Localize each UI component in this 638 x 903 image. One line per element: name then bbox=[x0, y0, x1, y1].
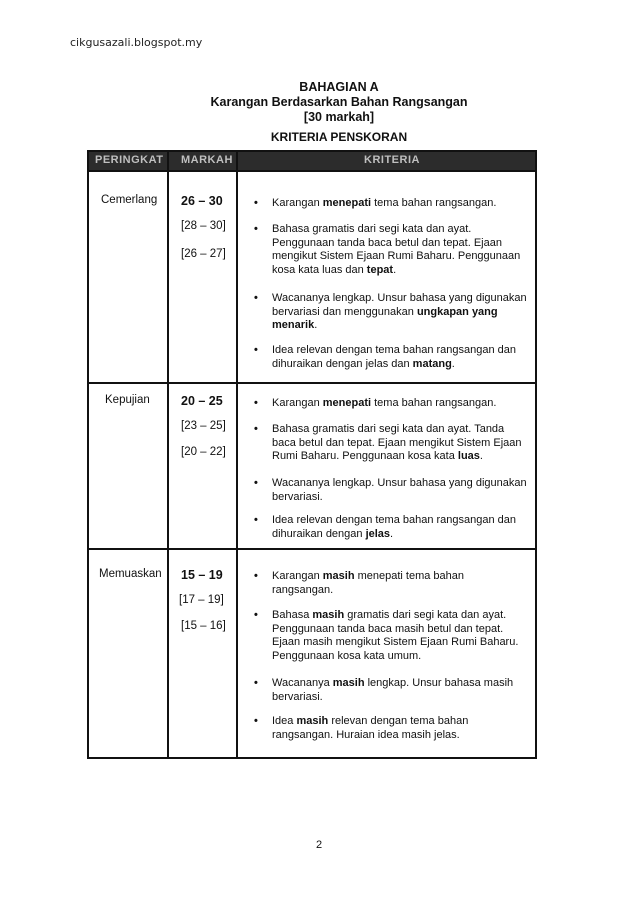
criterion-item: • Karangan menepati tema bahan rangsangan. bbox=[254, 397, 497, 409]
criterion-item: • Wacananya lengkap. Unsur bahasa yang digunakan bervariasi. bbox=[254, 477, 527, 503]
bullet-icon: • bbox=[254, 397, 258, 409]
criterion-item: • Idea relevan dengan tema bahan rangsangan dan dihuraikan dengan jelas dan matang. bbox=[254, 344, 517, 370]
bullet-icon: • bbox=[254, 292, 258, 304]
mark-subrange: [23 – 25] bbox=[181, 420, 226, 432]
bullet-icon: • bbox=[254, 423, 258, 435]
criterion-item: • Karangan menepati tema bahan rangsangan. bbox=[254, 197, 497, 209]
section-marks: [30 markah] bbox=[303, 110, 375, 124]
criterion-item: • Wacananya masih lengkap. Unsur bahasa masih bervariasi. bbox=[254, 677, 514, 703]
grade-label: Cemerlang bbox=[101, 194, 158, 206]
table-row bbox=[89, 172, 535, 382]
table-header bbox=[89, 152, 535, 172]
grade-label: Memuaskan bbox=[99, 568, 162, 580]
criterion-item: • Wacananya lengkap. Unsur bahasa yang digunakan bervariasi dan menggunakan ungkapan yang menarik. bbox=[254, 292, 527, 331]
criteria-title: KRITERIA PENSKORAN bbox=[270, 130, 408, 144]
bullet-icon: • bbox=[254, 677, 258, 689]
watermark-text: cikgusazali.blogspot.my bbox=[70, 36, 203, 49]
mark-subrange: [20 – 22] bbox=[181, 446, 226, 458]
criterion-item: • Bahasa gramatis dari segi kata dan ayat. Penggunaan tanda baca betul dan tepat. Ejaan mengikut Sistem Ejaan Rumi Baharu. Penggunaan kosa kata luas dan tepat. bbox=[254, 223, 521, 276]
bullet-icon: • bbox=[254, 514, 258, 526]
bullet-icon: • bbox=[254, 223, 258, 235]
bullet-icon: • bbox=[254, 197, 258, 209]
bullet-icon: • bbox=[254, 344, 258, 356]
mark-subrange: [28 – 30] bbox=[181, 220, 226, 232]
mark-range: 26 – 30 bbox=[181, 194, 223, 208]
criterion-item: • Bahasa masih gramatis dari segi kata dan ayat. Penggunaan tanda baca masih betul dan tepat. Ejaan masih mengikut Sistem Ejaan Rumi Baharu. Penggunaan kosa kata umum. bbox=[254, 609, 519, 662]
mark-subrange: [17 – 19] bbox=[179, 594, 224, 606]
mark-subrange: [26 – 27] bbox=[181, 248, 226, 260]
header-marks: MARKAH bbox=[181, 154, 233, 166]
header-criteria: KRITERIA bbox=[364, 154, 420, 166]
mark-range: 20 – 25 bbox=[181, 394, 223, 408]
bullet-icon: • bbox=[254, 477, 258, 489]
mark-subrange: [15 – 16] bbox=[181, 620, 226, 632]
page-number: 2 bbox=[315, 839, 323, 851]
criterion-item: • Bahasa gramatis dari segi kata dan ayat. Tanda baca betul dan tepat. Ejaan mengikut Sistem Ejaan Rumi Baharu. Penggunaan kosa kata luas. bbox=[254, 423, 522, 462]
bullet-icon: • bbox=[254, 570, 258, 582]
bullet-icon: • bbox=[254, 609, 258, 621]
table-row bbox=[89, 550, 535, 757]
criterion-item: • Karangan masih menepati tema bahan rangsangan. bbox=[254, 570, 465, 596]
mark-range: 15 – 19 bbox=[181, 568, 223, 582]
table-row bbox=[89, 384, 535, 548]
criterion-item: • Idea relevan dengan tema bahan rangsangan dan dihuraikan dengan jelas. bbox=[254, 514, 517, 540]
grade-label: Kepujian bbox=[105, 394, 150, 406]
criterion-item: • Idea masih relevan dengan tema bahan rangsangan. Huraian idea masih jelas. bbox=[254, 715, 469, 741]
section-heading: BAHAGIAN A bbox=[299, 80, 379, 94]
header-grade: PERINGKAT bbox=[95, 154, 164, 166]
section-title: Karangan Berdasarkan Bahan Rangsangan bbox=[210, 95, 468, 109]
scoring-table bbox=[87, 150, 537, 759]
bullet-icon: • bbox=[254, 715, 258, 727]
